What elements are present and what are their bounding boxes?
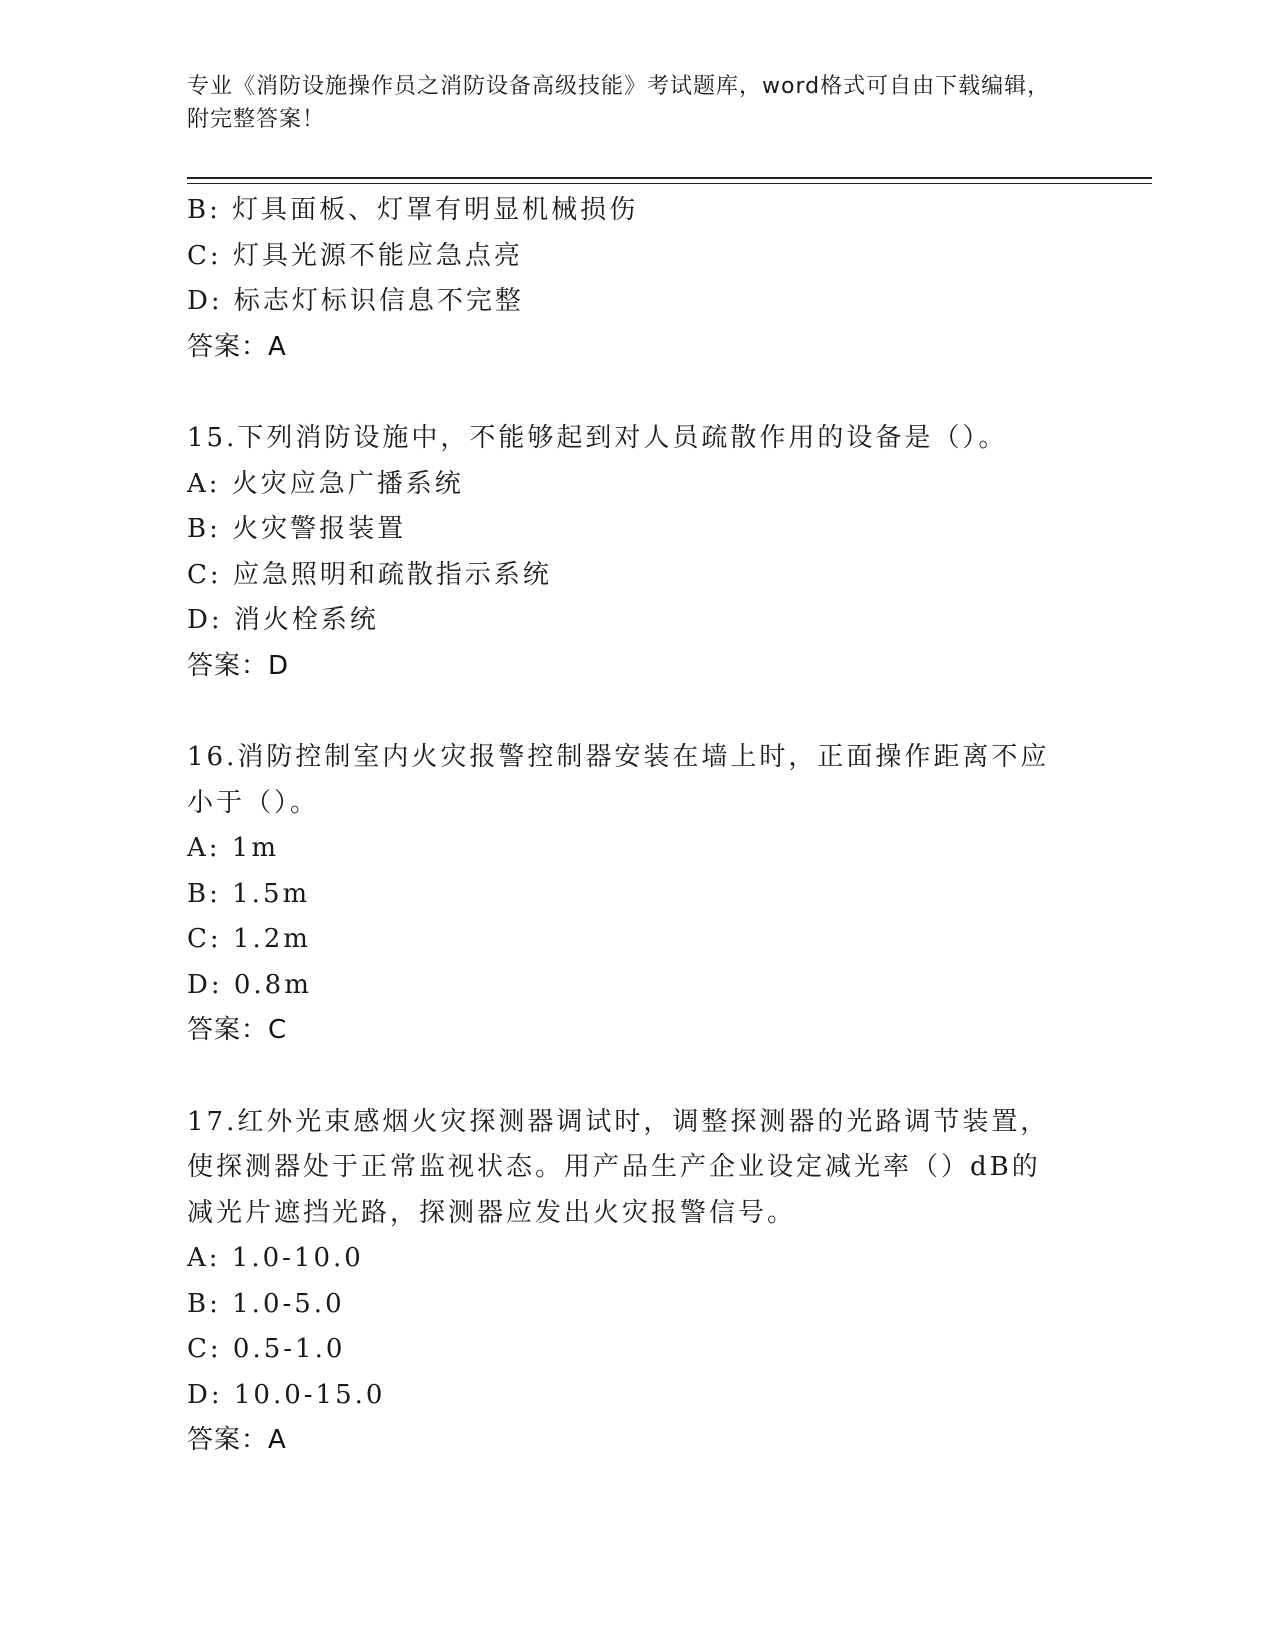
option-b: B: 1.0-5.0 bbox=[187, 1288, 345, 1319]
question-stem: 16.消防控制室内火灾报警控制器安装在墙上时，正面操作距离不应小于（）。 bbox=[187, 742, 1050, 818]
header-divider-thin bbox=[187, 183, 1152, 184]
option-d: D: 0.8m bbox=[187, 969, 312, 1000]
question-block-partial bbox=[187, 188, 1087, 370]
option-c: C: 0.5-1.0 bbox=[187, 1334, 346, 1364]
option-c: C: 1.2m bbox=[187, 924, 311, 954]
question-list bbox=[187, 188, 1087, 1464]
option-a: A: 火灾应急广播系统 bbox=[187, 468, 464, 499]
question-stem: 15.下列消防设施中，不能够起到对人员疏散作用的设备是（）。 bbox=[187, 423, 1008, 453]
option-b: B: 灯具面板、灯罩有明显机械损伤 bbox=[187, 195, 639, 225]
question-stem: 17.红外光束感烟火灾探测器调试时，调整探测器的光路调节装置，使探测器处于正常监视状态。用产品生产企业设定减光率（）dB的减光片遮挡光路，探测器应发出火灾报警信号。 bbox=[187, 1106, 1050, 1228]
option-b: B: 1.5m bbox=[187, 878, 311, 909]
document-header: 专业《消防设施操作员之消防设备高级技能》考试题库，word格式可自由下载编辑，附完整答案！ bbox=[187, 74, 1051, 132]
header-divider-thick bbox=[187, 177, 1152, 179]
answer-line: 答案：D bbox=[187, 650, 290, 681]
option-b: B: 火灾警报装置 bbox=[187, 514, 407, 544]
question-block-17 bbox=[187, 1100, 1087, 1464]
option-c: C: 灯具光源不能应急点亮 bbox=[187, 240, 523, 271]
question-block-16 bbox=[187, 735, 1087, 1054]
option-d: D: 10.0-15.0 bbox=[187, 1379, 386, 1410]
option-d: D: 标志灯标识信息不完整 bbox=[187, 286, 524, 316]
answer-line: 答案：C bbox=[187, 1015, 288, 1045]
option-a: A: 1.0-10.0 bbox=[187, 1243, 364, 1273]
option-a: A: 1m bbox=[187, 833, 279, 863]
option-d: D: 消火栓系统 bbox=[187, 605, 379, 635]
option-c: C: 应急照明和疏散指示系统 bbox=[187, 559, 552, 590]
answer-line: 答案：A bbox=[187, 1425, 287, 1455]
answer-line: 答案：A bbox=[187, 331, 287, 362]
question-block-15 bbox=[187, 416, 1087, 689]
